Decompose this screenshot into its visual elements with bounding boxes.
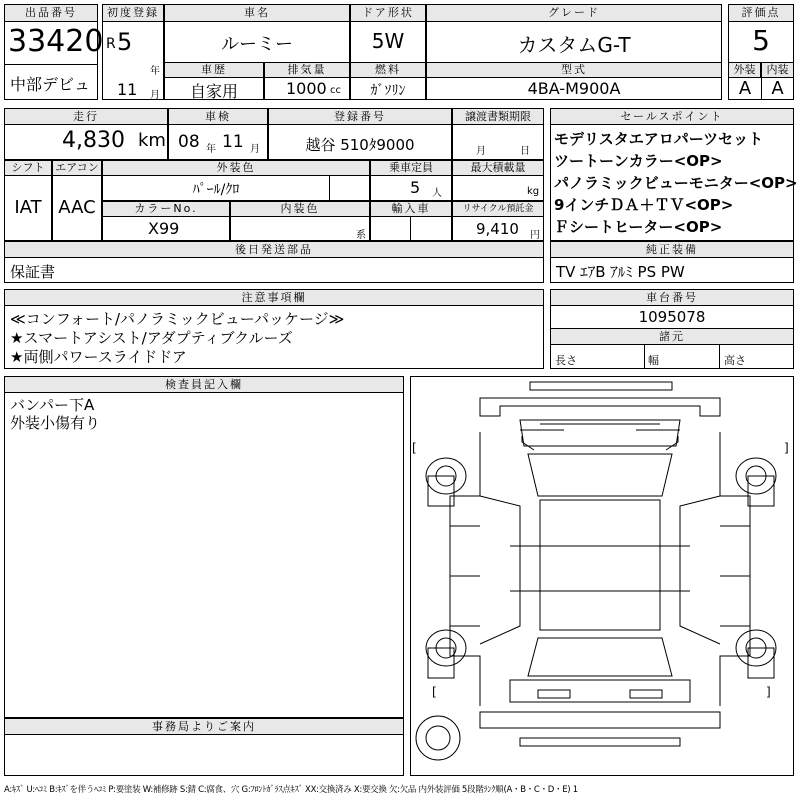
- exterior-label: 外装: [728, 62, 761, 78]
- color-no: X99: [148, 219, 180, 238]
- inspection-month: 11: [222, 132, 244, 152]
- venue: 中部デビュ: [10, 75, 91, 94]
- office-box: [4, 734, 404, 776]
- chassis-label: 車台番号: [550, 289, 794, 306]
- diagram-bracket: ]: [784, 441, 789, 455]
- selling-point-item: ツートーンカラー<OP>: [554, 152, 723, 170]
- roof: [540, 500, 660, 630]
- inspection-year: 08: [178, 132, 200, 152]
- lot-number: 33420: [8, 24, 104, 59]
- history-label: 車歴: [164, 62, 264, 78]
- chassis-number: 1095078: [638, 308, 706, 326]
- transfer-box: [452, 124, 544, 160]
- width-label: 幅: [648, 354, 659, 367]
- later-parts-label: 後日発送部品: [4, 241, 544, 258]
- inspection-month-unit: 月: [250, 144, 260, 155]
- inspection-label: 車検: [168, 108, 268, 125]
- displacement-label: 排気量: [264, 62, 350, 78]
- score-label: 評価点: [728, 4, 794, 22]
- transfer-month: 月: [476, 146, 486, 157]
- load-unit: kg: [527, 186, 540, 197]
- grade-label: グレード: [426, 4, 722, 22]
- mileage-unit: km: [138, 130, 166, 151]
- transfer-day: 日: [520, 146, 530, 157]
- capacity: 5: [410, 178, 421, 197]
- inspector-box: [4, 392, 404, 718]
- grade: カスタムG-T: [517, 33, 631, 57]
- month-unit: 月: [150, 90, 160, 101]
- displacement: 1000: [286, 79, 327, 98]
- dims-label: 諸元: [550, 328, 794, 345]
- equipment-label: 純正装備: [550, 241, 794, 258]
- rear-bumper: [480, 712, 720, 728]
- color-box-side: [329, 175, 370, 201]
- car-name: ルーミー: [221, 34, 293, 55]
- interior-color-label: 内装色: [230, 201, 370, 217]
- inspector-label: 検査員記入欄: [4, 376, 404, 393]
- inspection-year-unit: 年: [206, 144, 216, 155]
- color-label: 外装色: [102, 160, 370, 176]
- selling-points-label: セールスポイント: [550, 108, 794, 125]
- note-item: ≪コンフォート/パノラミックビューパッケージ≫: [10, 310, 345, 328]
- later-parts-box: [4, 257, 544, 283]
- recycle: 9,410: [476, 220, 519, 238]
- interior-color-box: [230, 216, 370, 241]
- plate-label: 登録番号: [268, 108, 452, 125]
- front-bumper: [480, 398, 720, 416]
- ac-label: エアコン: [52, 160, 102, 176]
- model: 4BA-M900A: [527, 79, 621, 98]
- interior-label: 内装: [761, 62, 794, 78]
- history: 自家用: [189, 82, 238, 101]
- car-name-label: 車名: [164, 4, 350, 22]
- load-label: 最大積載量: [452, 160, 544, 176]
- legend: A:ｷｽﾞ U:ﾍｺﾐ B:ｷｽﾞを伴うﾍｺﾐ P:要塗装 W:補修跡 S:錆 C:腐食、穴 G:ﾌﾛﾝﾄｶﾞﾗｽ点ｷｽﾞ XX:交換済み X:要交換 欠:欠品 内外装評価 5段階ﾗﾝｸ順(A・B・C・D・E) 1: [4, 785, 578, 795]
- shift: IAT: [14, 197, 42, 218]
- door: 5W: [371, 29, 405, 53]
- inspector-line: バンパー下A: [10, 396, 95, 414]
- score: 5: [752, 24, 770, 57]
- spare-tire: [416, 716, 460, 760]
- recycle-label: リサイクル預託金: [452, 201, 544, 217]
- color: ﾊﾟｰﾙ/ｸﾛ: [192, 182, 240, 198]
- car-diagram: [410, 376, 794, 776]
- office-label: 事務局よりご案内: [4, 718, 404, 735]
- top-strip: [530, 382, 672, 390]
- capacity-label: 乗車定員: [370, 160, 452, 176]
- fuel-label: 燃料: [350, 62, 426, 78]
- month-value: 11: [117, 80, 138, 99]
- color-no-label: カラーNo.: [102, 201, 230, 217]
- notes-label: 注意事項欄: [4, 289, 544, 306]
- diagram-bracket: [: [412, 441, 417, 455]
- bottom-strip: [520, 738, 680, 746]
- selling-point-item: Ｆシートヒーター<OP>: [554, 218, 723, 236]
- diagram-bracket: [: [432, 685, 437, 699]
- interior-color-unit: 系: [356, 230, 366, 241]
- selling-point-item: パノラミックビューモニター<OP>: [554, 174, 798, 192]
- note-item: ★両側パワースライドドア: [10, 348, 187, 366]
- fuel: ｶﾞｿﾘﾝ: [370, 83, 406, 99]
- interior-grade: A: [771, 78, 784, 99]
- displacement-unit: cc: [330, 85, 341, 96]
- selling-point-item: モデリスタエアロパーツセット: [554, 130, 764, 148]
- model-label: 型式: [426, 62, 722, 78]
- diagram-bracket: ]: [766, 685, 771, 699]
- body-outline: [450, 432, 750, 706]
- selling-point-item: 9インチＤＡ＋ＴＶ<OP>: [554, 196, 734, 214]
- note-item: ★スマートアシスト/アダプティブクルーズ: [10, 329, 293, 347]
- era: R: [106, 36, 116, 52]
- shift-label: シフト: [4, 160, 52, 176]
- transfer-label: 譲渡書類期限: [452, 108, 544, 125]
- later-parts: 保証書: [10, 263, 56, 281]
- import-label: 輸入車: [370, 201, 452, 217]
- year-unit: 年: [150, 66, 160, 77]
- import-box: [370, 216, 411, 241]
- first-reg-label: 初度登録: [102, 4, 164, 22]
- door-label: ドア形状: [350, 4, 426, 22]
- height-label: 高さ: [724, 354, 746, 367]
- plate: 越谷 510ﾀ9000: [305, 136, 415, 154]
- rear-window: [528, 638, 672, 676]
- lot-number-label: 出品番号: [4, 4, 98, 22]
- import-box-2: [410, 216, 452, 241]
- exterior-grade: A: [738, 78, 752, 99]
- capacity-unit: 人: [432, 188, 442, 199]
- mileage-label: 走行: [4, 108, 168, 125]
- mileage: 4,830: [62, 128, 125, 153]
- recycle-unit: 円: [530, 230, 540, 241]
- ac: AAC: [58, 197, 96, 218]
- equipment: TV ｴｱB ｱﾙﾐ PS PW: [556, 263, 685, 281]
- tailgate: [510, 680, 690, 702]
- length-label: 長さ: [555, 354, 577, 367]
- inspector-line: 外装小傷有り: [10, 414, 101, 432]
- windshield: [528, 454, 672, 496]
- year-value: 5: [117, 28, 133, 56]
